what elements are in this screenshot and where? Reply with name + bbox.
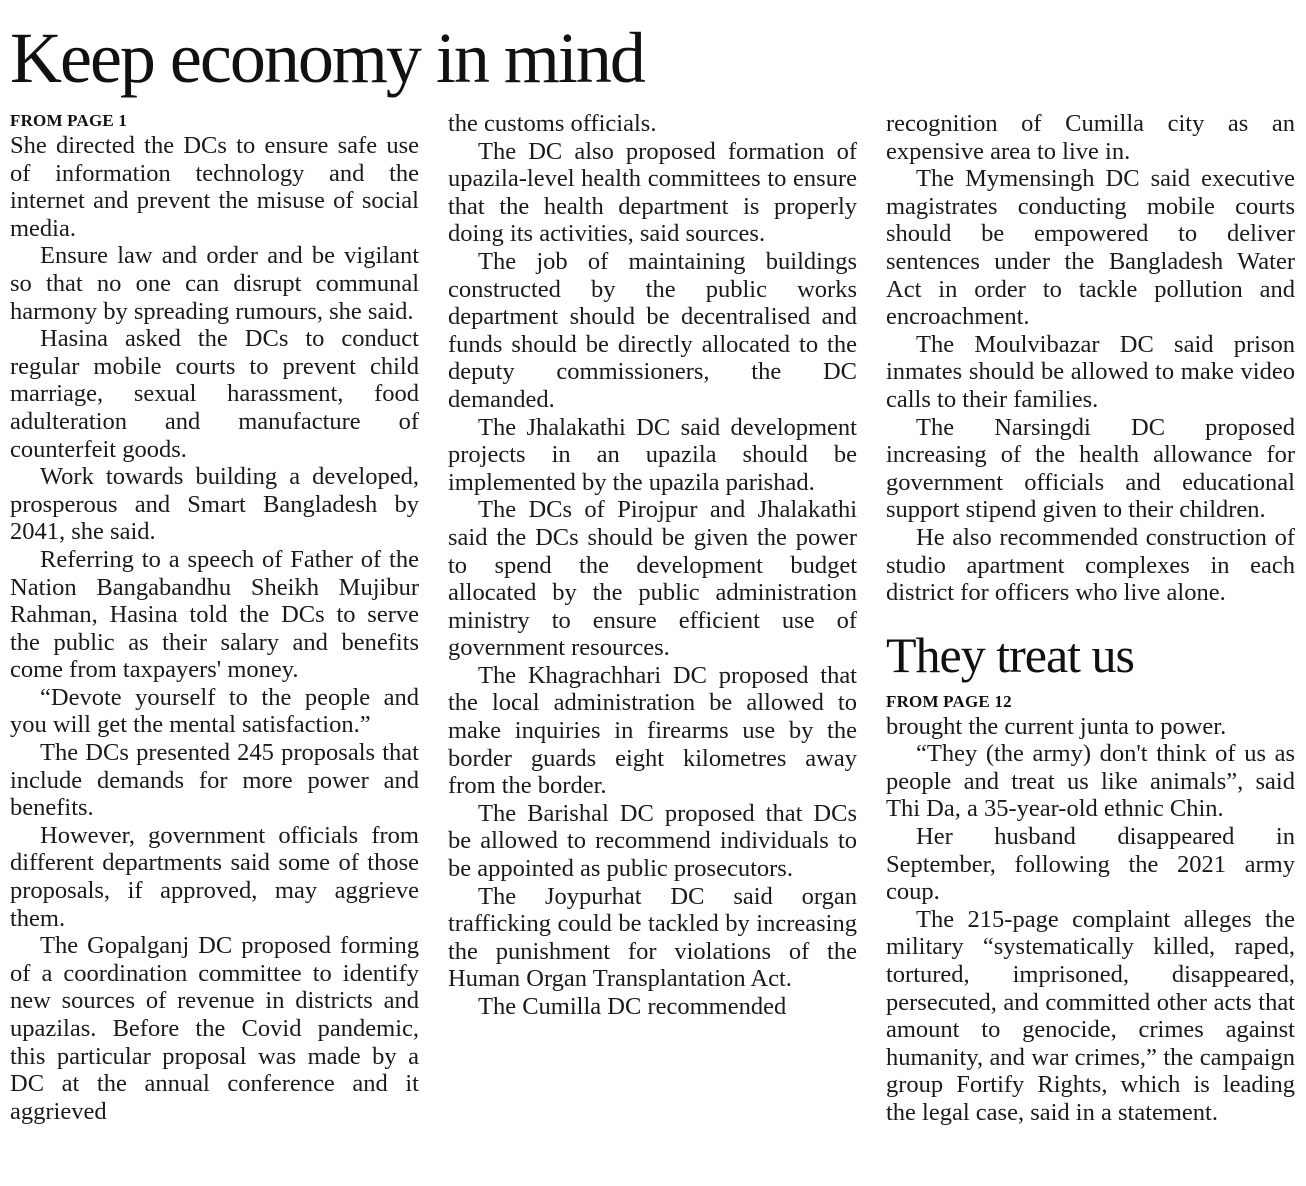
paragraph: Her husband disappeared in September, following the 2021 army coup.	[886, 823, 1295, 906]
paragraph: The DCs presented 245 proposals that include demands for more power and benefits.	[10, 739, 419, 822]
paragraph: the customs officials.	[448, 110, 657, 137]
article-column-2	[448, 110, 857, 1021]
paragraph: He also recommended construction of studio apartment complexes in each district for officers who live alone.	[886, 523, 1295, 607]
article-2-headline: They treat us	[886, 626, 1135, 683]
paragraph: The 215-page complaint alleges the military “systematically killed, raped, tortured, imprisoned, disappeared, persecuted, and committed other acts that amount to genocide, crimes against humanity, and war crimes,” the campaign group Fortify Rights, which is leading the legal case, said in a statement.	[886, 905, 1295, 1126]
headline: Keep economy in mind	[10, 18, 644, 98]
paragraph: recognition of Cumilla city as an expensive area to live in.	[886, 110, 1295, 165]
paragraph: The DCs of Pirojpur and Jhalakathi said the DCs should be given the power to spend the development budget allocated by the public administration ministry to ensure efficient use of government resources.	[448, 496, 857, 662]
paragraph: The Barishal DC proposed that DCs be allowed to recommend individuals to be appointed as public prosecutors.	[448, 799, 857, 883]
paragraph: Hasina asked the DCs to conduct regular mobile courts to prevent child marriage, sexual harassment, food adulteration and manufacture of counterfeit goods.	[10, 325, 419, 463]
from-page-kicker-2: FROM PAGE 12	[886, 691, 1012, 711]
article-column-1	[10, 110, 419, 1125]
article-column-3	[886, 110, 1295, 1127]
paragraph: She directed the DCs to ensure safe use of information technology and the internet and prevent the misuse of social media.	[10, 132, 419, 242]
paragraph: The Moulvibazar DC said prison inmates should be allowed to make video calls to their families.	[886, 330, 1295, 413]
paragraph: “Devote yourself to the people and you will get the mental satisfaction.”	[10, 683, 419, 739]
paragraph: Referring to a speech of Father of the Nation Bangabandhu Sheikh Mujibur Rahman, Hasina told the DCs to serve the public as their salary and benefits come from taxpayers' money.	[10, 545, 419, 684]
paragraph: The Jhalakathi DC said development projects in an upazila should be implemented by the upazila parishad.	[448, 413, 857, 496]
paragraph: The Joypurhat DC said organ trafficking could be tackled by increasing the punishment for violations of the Human Organ Transplantation Act.	[448, 882, 857, 993]
paragraph: The Khagrachhari DC proposed that the local administration be allowed to make inquiries in firearms use by the border guards eight kilometres away from the border.	[448, 661, 857, 800]
paragraph: However, government officials from different departments said some of those proposals, if approved, may aggrieve them.	[10, 821, 419, 932]
paragraph: brought the current junta to power.	[886, 712, 1227, 740]
paragraph: The Mymensingh DC said executive magistrates conducting mobile courts should be empowered to deliver sentences under the Bangladesh Water Act in order to tackle pollution and encroachment.	[886, 165, 1295, 331]
paragraph: Ensure law and order and be vigilant so that no one can disrupt communal harmony by spreading rumours, she said.	[10, 242, 419, 325]
paragraph: Work towards building a developed, prosperous and Smart Bangladesh by 2041, she said.	[10, 463, 419, 546]
from-page-kicker: FROM PAGE 1	[10, 111, 128, 130]
paragraph: The Gopalganj DC proposed forming of a coordination committee to identify new sources of revenue in districts and upazilas. Before the Covid pandemic, this particular proposal was made by a DC at the annual conference and it aggrieved	[10, 932, 419, 1125]
paragraph: The Narsingdi DC proposed increasing of the health allowance for government officials and educational support stipend given to their children.	[886, 413, 1295, 524]
paragraph: The job of maintaining buildings constructed by the public works department should be decentralised and funds should be directly allocated to the deputy commissioners, the DC demanded.	[448, 247, 857, 413]
paragraph: The DC also proposed formation of upazila-level health committees to ensure that the health department is properly doing its activities, said sources.	[448, 137, 857, 248]
paragraph: The Cumilla DC recommended	[478, 993, 787, 1020]
paragraph: “They (the army) don't think of us as people and treat us like animals”, said Thi Da, a 35-year-old ethnic Chin.	[886, 740, 1295, 823]
